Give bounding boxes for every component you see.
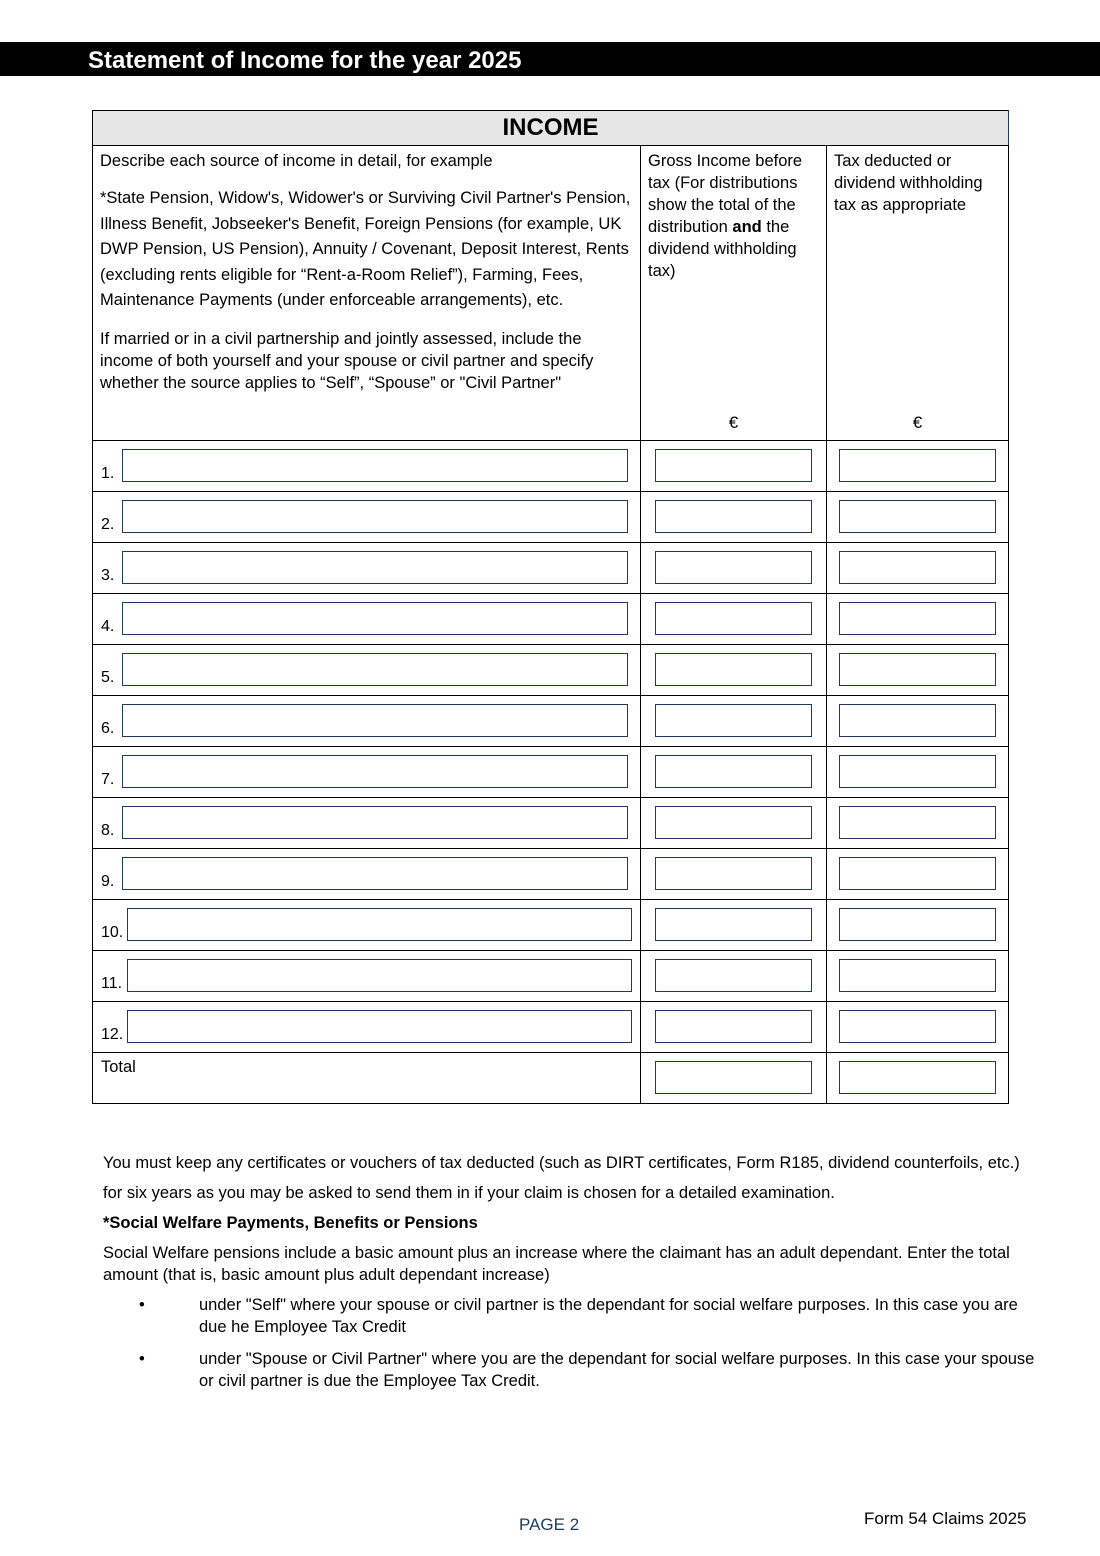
source-description-input[interactable] <box>122 755 628 788</box>
desc-joint: If married or in a civil partnership and jointly assessed, include the income of both yourself and your spouse or civil partner and specify whether the source applies to “Self”, “Spouse” or "Civil Partner" <box>100 329 594 392</box>
page-number: PAGE 2 <box>519 1515 580 1534</box>
income-row <box>93 543 1009 594</box>
gross-cell <box>641 492 827 543</box>
total-tax-cell <box>827 1053 1009 1104</box>
source-cell <box>93 543 641 594</box>
note-social-welfare: Social Welfare pensions include a basic amount plus an increase where the claimant has an adult dependant. Enter the total amount (that is, basic amount plus adult dependant increase) <box>103 1244 1010 1284</box>
tax-cell <box>827 645 1009 696</box>
total-gross-input[interactable] <box>655 1061 812 1094</box>
note-six-years: for six years as you may be asked to send them in if your claim is chosen for a detailed examination. <box>103 1184 835 1202</box>
gross-income-input[interactable] <box>655 551 812 584</box>
gross-cell <box>641 543 827 594</box>
gross-head-bold: and <box>732 218 762 236</box>
income-row <box>93 594 1009 645</box>
tax-deducted-input[interactable] <box>839 1010 996 1043</box>
note-keep-certificates: You must keep any certificates or vouchers of tax deducted (such as DIRT certificates, Form R185, dividend counterfoils, etc.) <box>103 1154 1020 1172</box>
source-description-input[interactable] <box>122 602 628 635</box>
source-cell <box>93 849 641 900</box>
tax-deducted-input[interactable] <box>839 908 996 941</box>
income-row <box>93 849 1009 900</box>
tax-cell <box>827 441 1009 492</box>
social-welfare-heading: *Social Welfare Payments, Benefits or Pensions <box>103 1214 478 1232</box>
tax-deducted-input[interactable] <box>839 704 996 737</box>
income-row <box>93 951 1009 1002</box>
form-name: Form 54 Claims 2025 <box>864 1509 1027 1528</box>
gross-income-input[interactable] <box>655 704 812 737</box>
row-number: 9. <box>101 873 115 890</box>
income-heading: INCOME <box>93 111 1009 146</box>
tax-cell <box>827 1002 1009 1053</box>
bullet-self-text: under "Self" where your spouse or civil partner is the dependant for social welfare purposes. In this case you are due he Employee Tax Credit <box>199 1296 1018 1336</box>
tax-cell <box>827 951 1009 1002</box>
gross-income-input[interactable] <box>655 602 812 635</box>
tax-deducted-input[interactable] <box>839 500 996 533</box>
row-number: 6. <box>101 720 115 737</box>
tax-deducted-input[interactable] <box>839 755 996 788</box>
tax-cell <box>827 696 1009 747</box>
tax-deducted-input[interactable] <box>839 806 996 839</box>
tax-deducted-input[interactable] <box>839 857 996 890</box>
gross-income-input[interactable] <box>655 908 812 941</box>
source-description-input[interactable] <box>122 704 628 737</box>
total-label: Total <box>101 1058 136 1076</box>
row-number: 2. <box>101 516 115 533</box>
source-cell <box>93 900 641 951</box>
title-bar <box>0 42 1100 76</box>
page-title: Statement of Income for the year 2025 <box>88 47 522 74</box>
source-description-input[interactable] <box>127 908 632 941</box>
tax-cell <box>827 543 1009 594</box>
income-row <box>93 747 1009 798</box>
tax-cell <box>827 747 1009 798</box>
row-number: 5. <box>101 669 115 686</box>
gross-cell <box>641 1002 827 1053</box>
tax-currency: € <box>912 413 923 432</box>
gross-cell <box>641 951 827 1002</box>
gross-head-text: Gross Income before tax (For distributions show the total of the distribution <box>648 152 803 236</box>
gross-income-input[interactable] <box>655 449 812 482</box>
description-header <box>93 146 641 441</box>
row-number: 8. <box>101 822 115 839</box>
tax-cell <box>827 594 1009 645</box>
source-cell <box>93 798 641 849</box>
gross-currency: € <box>728 413 739 432</box>
desc-examples: *State Pension, Widow's, Widower's or Surviving Civil Partner's Pension, Illness Benefit, Jobseeker's Benefit, Foreign Pensions (for example, UK DWP Pension, US Pension), Annuity / Covenant, Deposit Interest, Rents (excluding rents eligible for “Rent-a-Room Relief”), Farming, Fees, Maintenance Payments (under enforceable arrangements), etc. <box>100 189 631 309</box>
gross-income-input[interactable] <box>655 755 812 788</box>
gross-income-input[interactable] <box>655 857 812 890</box>
tax-head-text: Tax deducted or dividend withholding tax as appropriate <box>834 152 983 214</box>
gross-head-text-end: the dividend withholding tax) <box>648 218 797 280</box>
income-row <box>93 492 1009 543</box>
bullet-icon: • <box>139 1350 145 1368</box>
gross-income-input[interactable] <box>655 500 812 533</box>
source-description-input[interactable] <box>122 653 628 686</box>
source-cell <box>93 441 641 492</box>
gross-income-input[interactable] <box>655 959 812 992</box>
source-description-input[interactable] <box>127 1010 632 1043</box>
tax-deducted-header <box>827 146 1009 441</box>
gross-cell <box>641 747 827 798</box>
tax-deducted-input[interactable] <box>839 959 996 992</box>
gross-income-input[interactable] <box>655 653 812 686</box>
income-row <box>93 798 1009 849</box>
bullet-spouse-text: under "Spouse or Civil Partner" where you are the dependant for social welfare purposes. In this case your spouse or civil partner is due the Employee Tax Credit. <box>199 1350 1035 1390</box>
row-number: 11. <box>101 975 123 992</box>
source-description-input[interactable] <box>122 806 628 839</box>
tax-cell <box>827 900 1009 951</box>
row-number: 3. <box>101 567 115 584</box>
gross-cell <box>641 900 827 951</box>
source-description-input[interactable] <box>122 857 628 890</box>
tax-cell <box>827 849 1009 900</box>
source-cell <box>93 951 641 1002</box>
source-cell <box>93 645 641 696</box>
bullet-icon: • <box>139 1296 145 1314</box>
source-cell <box>93 594 641 645</box>
source-description-input[interactable] <box>127 959 632 992</box>
desc-intro: Describe each source of income in detail, for example <box>100 152 493 170</box>
gross-cell <box>641 645 827 696</box>
total-gross-cell <box>641 1053 827 1104</box>
source-cell <box>93 696 641 747</box>
tax-deducted-input[interactable] <box>839 602 996 635</box>
source-cell <box>93 1002 641 1053</box>
tax-deducted-input[interactable] <box>839 551 996 584</box>
tax-deducted-input[interactable] <box>839 653 996 686</box>
row-number: 7. <box>101 771 115 788</box>
gross-cell <box>641 849 827 900</box>
total-tax-input[interactable] <box>839 1061 996 1094</box>
total-label-cell <box>93 1053 641 1104</box>
income-row <box>93 645 1009 696</box>
tax-cell <box>827 492 1009 543</box>
gross-income-header <box>641 146 827 441</box>
notes-section <box>103 1152 1043 1402</box>
gross-cell <box>641 696 827 747</box>
income-row <box>93 1002 1009 1053</box>
source-description-input[interactable] <box>122 449 628 482</box>
income-row <box>93 900 1009 951</box>
tax-deducted-input[interactable] <box>839 449 996 482</box>
income-table <box>92 110 1009 1104</box>
gross-cell <box>641 594 827 645</box>
bullet-self <box>103 1294 1043 1338</box>
gross-income-input[interactable] <box>655 806 812 839</box>
source-cell <box>93 492 641 543</box>
gross-cell <box>641 441 827 492</box>
row-number: 10. <box>101 924 124 941</box>
source-description-input[interactable] <box>122 500 628 533</box>
tax-cell <box>827 798 1009 849</box>
row-number: 4. <box>101 618 115 635</box>
row-number: 1. <box>101 465 115 482</box>
gross-cell <box>641 798 827 849</box>
income-row <box>93 441 1009 492</box>
row-number: 12. <box>101 1026 124 1043</box>
bullet-spouse <box>103 1348 1043 1392</box>
income-row <box>93 696 1009 747</box>
gross-income-input[interactable] <box>655 1010 812 1043</box>
source-cell <box>93 747 641 798</box>
source-description-input[interactable] <box>122 551 628 584</box>
